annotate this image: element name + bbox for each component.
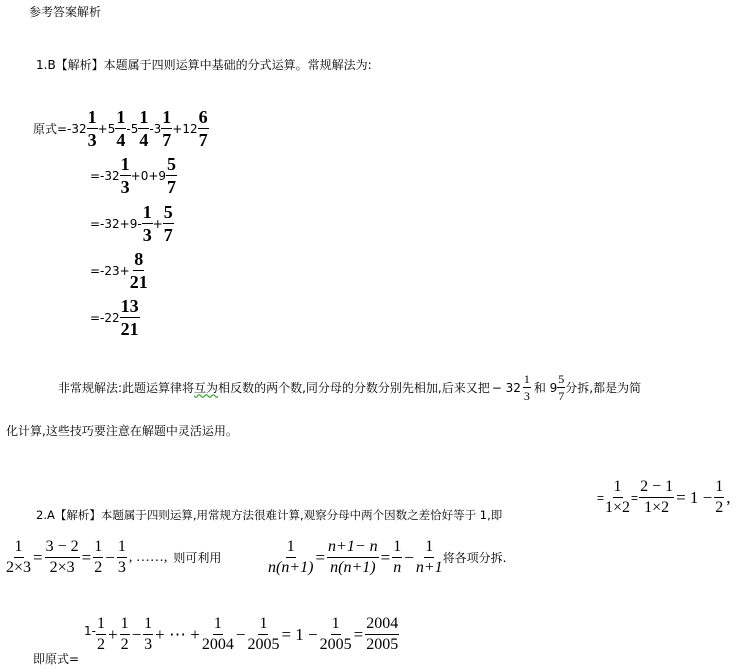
fraction: $\frac{3 - 2}{2\times 3}$ [45, 538, 79, 576]
fraction: $\frac{1}{1\times 2}$ [605, 478, 631, 516]
q2-eq-1: = $\frac{1}{1\times 2}$ = $\frac{2 - 1}{1\times 2}$ = 1 − $\frac{1}{2}$ , [597, 478, 731, 516]
fraction: $\frac{2004}{2005}$ [366, 615, 399, 653]
q1-line4-lead: =-23+ [90, 263, 130, 278]
q1-alt-text-1: 非常规解法:此题运算律将 [58, 380, 195, 395]
q1-line-4 [90, 250, 148, 291]
q2-intro: 2.A【解析】本题属于四则运算,用常规方法很难计算,观察分母中两个因数之差恰好等于 1,即 [36, 508, 503, 522]
fraction: $\frac{1}{4}$ [116, 107, 126, 150]
fraction: $\frac{1}{2}$ [120, 615, 129, 653]
q1-line5-lead: =-22 [90, 310, 120, 325]
fraction: $\frac{1}{2\times 3}$ [6, 538, 32, 576]
fraction: $\frac{1}{n}$ [393, 538, 402, 576]
q1-line1-op: -3 [149, 121, 162, 136]
fraction: $\frac{5}{7}$ [558, 372, 565, 403]
q1-line-1 [33, 108, 209, 149]
q2-final-one: 1- [84, 624, 96, 638]
q1-alt-line-1 [58, 373, 641, 402]
q1-line2-lead: =-32 [90, 168, 120, 183]
q1-line-3 [90, 203, 174, 244]
q2-eq2-dots: , ……, [128, 549, 168, 565]
fraction: $\frac{1}{4}$ [139, 107, 149, 150]
fraction: $\frac{13}{21}$ [120, 296, 139, 339]
q2-final-lead: 即原式= [33, 652, 80, 666]
fraction: $\frac{8}{21}$ [129, 249, 148, 292]
q2-eq-3: $\frac{1}{n(n+1)}$ = $\frac{n+1- n}{n(n+1)}$ = $\frac{1}{n}$ − $\frac{1}{n+1}$ 将各项分拆. [268, 538, 507, 576]
fraction: $\frac{1}{n+1}$ [415, 538, 443, 576]
fraction: $\frac{1}{2}$ [96, 615, 105, 653]
fraction: $\frac{1}{n(n+1)}$ [268, 538, 314, 576]
q2-final-expression: 1- $\frac{1}{2}$ + $\frac{1}{2}$ − $\frac{1}{3}$ + ⋯ + $\frac{1}{2004}$ − $\frac{1}{2005}$ = 1 − $\frac{1}{2005}$ = $\frac{2004}{2005}$ [84, 615, 399, 653]
fraction: $\frac{2 - 1}{1\times 2}$ [640, 478, 674, 516]
q1-alt-and: 和 9 [533, 380, 558, 395]
q1-line1-terms [87, 108, 209, 149]
fraction: $\frac{5}{7}$ [163, 202, 173, 245]
fraction: $\frac{1}{3}$ [523, 372, 530, 403]
q1-alt-minus32: − 32 [491, 380, 521, 395]
q1-line1-op: -5 [126, 121, 139, 136]
fraction: $\frac{1}{2005}$ [319, 615, 352, 653]
fraction: $\frac{1}{2004}$ [201, 615, 234, 653]
q2-eq1-end: , [726, 487, 731, 507]
q2-final-dots: + ⋯ + [155, 624, 200, 644]
equals-sign: = [597, 490, 605, 505]
q2-eq3-tail: 将各项分拆. [442, 550, 507, 565]
q1-alt-text-3: 分拆,都是为简 [565, 380, 642, 395]
q1-line2-mid: +0+9 [130, 168, 167, 183]
q1-line3-mid: + [152, 216, 163, 231]
fraction: $\frac{n+1- n}{n(n+1)}$ [328, 538, 378, 576]
q1-intro: 1.B【解析】本题属于四则运算中基础的分式运算。常规解法为: [36, 58, 372, 72]
q1-line1-op: +5 [97, 121, 116, 136]
fraction: $\frac{1}{3}$ [87, 107, 97, 150]
page-header: 参考答案解析 [29, 5, 102, 19]
q1-alt-wavy: 互为 [194, 380, 219, 395]
q2-eq-2: $\frac{1}{2\times 3}$ = $\frac{3 - 2}{2\times 3}$ = $\frac{1}{2}$ − $\frac{1}{3}$ , ……, 则可利用 [6, 539, 225, 576]
fraction: $\frac{1}{3}$ [144, 615, 153, 653]
q1-line1-op: +12 [172, 121, 198, 136]
q1-alt-text-2: 相反数的两个数,同分母的分数分别先相加,后来又把 [218, 380, 490, 395]
fraction: $\frac{1}{2}$ [715, 478, 724, 516]
fraction: $\frac{1}{2}$ [94, 538, 103, 576]
q1-line3-lead: =-32+9- [90, 216, 142, 231]
fraction: $\frac{1}{7}$ [162, 107, 172, 150]
fraction: $\frac{1}{3}$ [120, 154, 130, 197]
fraction: $\frac{1}{3}$ [142, 202, 152, 245]
q1-line1-lead: 原式=-32 [33, 121, 87, 136]
q1-line-5 [90, 297, 140, 338]
q2-final-eq-one: = 1 − [281, 624, 318, 644]
q2-eq1-tail: = 1 − [676, 487, 713, 507]
fraction: $\frac{5}{7}$ [167, 154, 177, 197]
fraction: $\frac{1}{3}$ [117, 538, 126, 576]
q1-line-2 [90, 155, 177, 196]
q2-eq2-then: 则可利用 [173, 550, 222, 565]
fraction: $\frac{6}{7}$ [198, 107, 208, 150]
q1-alt-line-2: 化计算,这些技巧要注意在解题中灵活运用。 [6, 424, 238, 438]
fraction: $\frac{1}{2005}$ [247, 615, 280, 653]
